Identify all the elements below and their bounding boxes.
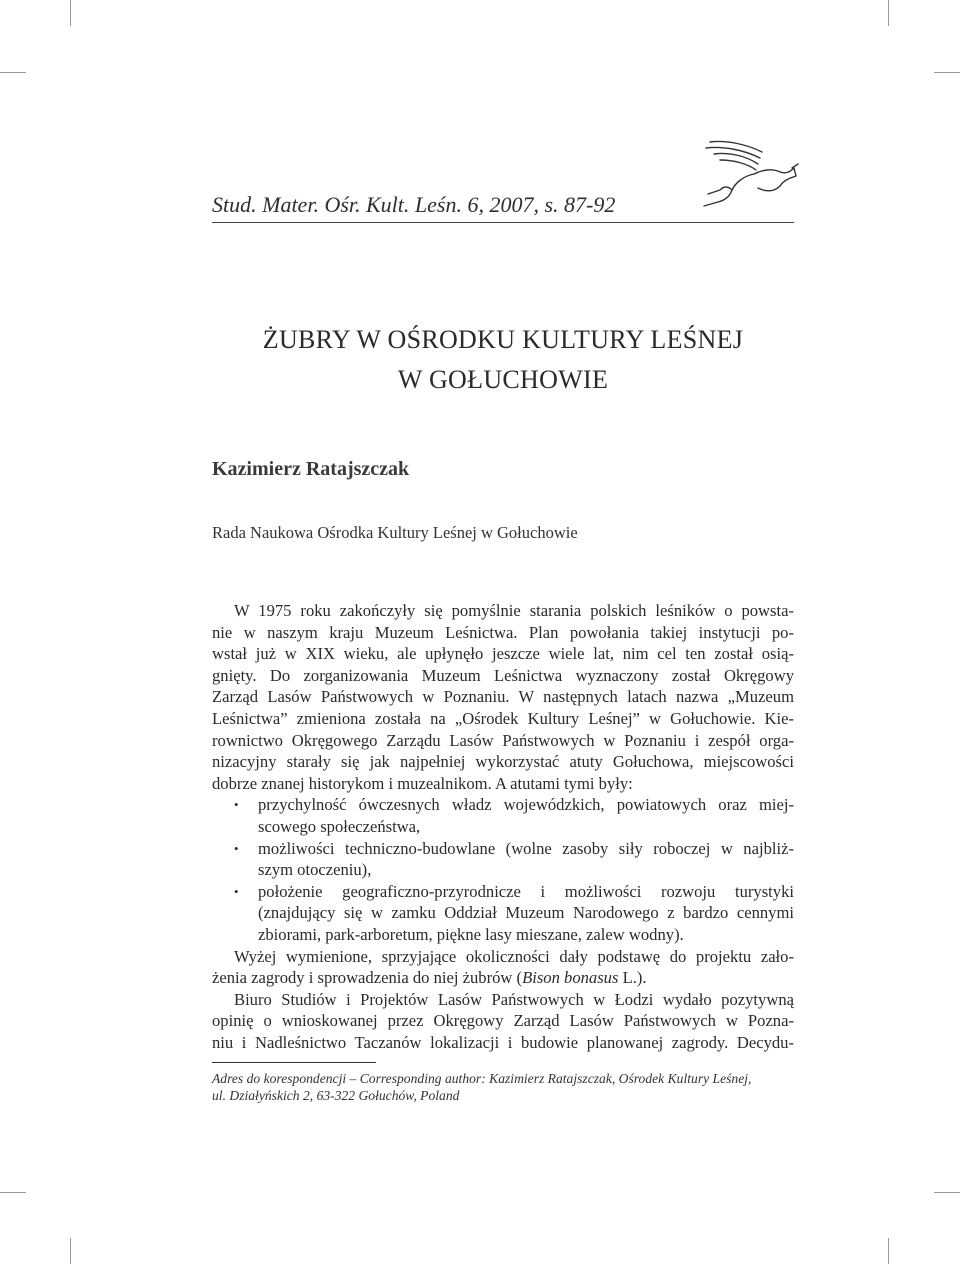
title-line-2: W GOŁUCHOWIE	[397, 365, 609, 394]
body-line: opinię o wnioskowanej przez Okręgowy Zarząd Lasów Państwowych w Pozna-	[212, 1011, 794, 1031]
journal-reference: Stud. Mater. Ośr. Kult. Leśn. 6, 2007, s. 87-92	[212, 192, 616, 217]
crop-mark	[0, 72, 26, 73]
crop-mark	[0, 1192, 26, 1193]
crop-mark	[934, 1192, 960, 1193]
list-item	[212, 838, 794, 860]
body-line	[212, 967, 794, 989]
list-item-continuation: scowego społeczeństwa,	[258, 816, 421, 836]
body-line: Biuro Studiów i Projektów Lasów Państwowych w Łodzi wydało pozytywną	[234, 989, 794, 1009]
body-line: rownictwo Okręgowego Zarządu Lasów Państwowych w Poznaniu i zespół orga-	[212, 730, 794, 750]
body-text: L.).	[618, 968, 647, 988]
body-line: niu i Nadleśnictwo Taczanów lokalizacji i budowie planowanej zagrody. Decydu-	[212, 1032, 794, 1052]
bullet-list	[212, 794, 794, 945]
crop-mark	[70, 0, 71, 26]
species-name: Bison bonasus	[522, 968, 619, 988]
body-line: Leśnictwa” zmieniona została na „Ośrodek Kultury Leśnej” w Gołuchowie. Kie-	[212, 708, 794, 728]
body-line: Zarząd Lasów Państwowych w Poznaniu. W następnych latach nazwa „Muzeum	[212, 687, 794, 707]
crop-mark	[888, 0, 889, 26]
title-line-1: ŻUBRY W OŚRODKU KULTURY LEŚNEJ	[262, 325, 744, 354]
header-rule	[212, 222, 794, 223]
author-name: Kazimierz Ratajszczak	[212, 458, 410, 480]
list-item	[212, 794, 794, 816]
body-text: żenia zagrody i sprowadzenia do niej żubrów (	[212, 968, 523, 988]
author-affiliation: Rada Naukowa Ośrodka Kultury Leśnej w Gołuchowie	[212, 523, 578, 542]
list-item-continuation: szym otoczeniu),	[258, 860, 372, 880]
crop-mark	[888, 1238, 889, 1264]
body-line: dobrze znanej historykom i muzealnikom. A atutami tymi były:	[212, 773, 633, 793]
body-line: W 1975 roku zakończyły się pomyślnie starania polskich leśników o powsta-	[234, 601, 794, 620]
body-line: Wyżej wymienione, sprzyjające okoliczności dały podstawę do projektu zało-	[234, 946, 794, 966]
crop-mark	[934, 72, 960, 73]
list-item	[212, 881, 794, 903]
bullet-icon: •	[234, 883, 239, 899]
list-item-text: możliwości techniczno-budowlane (wolne zasoby siły roboczej w najbliż-	[258, 838, 794, 858]
list-item-text: położenie geograficzno-przyrodnicze i możliwości rozwoju turystyki	[258, 881, 794, 901]
footnote-line-2: ul. Działyńskich 2, 63-322 Gołuchów, Poland	[212, 1088, 460, 1103]
footnote-line-1: Adres do korespondencji – Corresponding author: Kazimierz Ratajszczak, Ośrodek Kultury Leśnej,	[212, 1071, 752, 1086]
body-line: gnięty. Do zorganizowania Muzeum Leśnictwa wyznaczony został Okręgowy	[212, 665, 794, 685]
article-title	[212, 320, 794, 400]
footnote	[212, 1070, 794, 1104]
body-line: nizacyjny starały się jak najpełniej wykorzystać atuty Gołuchowa, miejscowości	[212, 752, 794, 772]
footnote-rule	[212, 1062, 376, 1063]
bullet-icon: •	[234, 797, 239, 813]
bullet-icon: •	[234, 840, 239, 856]
body-line: wstał już w XIX wieku, ale upłynęło jeszcze wiele lat, nim cel ten został osią-	[212, 644, 794, 664]
crop-mark	[70, 1238, 71, 1264]
pegasus-logo-icon	[696, 130, 800, 210]
list-item-continuation: zbiorami, park-arboretum, piękne lasy mieszane, zalew wodny).	[258, 924, 684, 944]
list-item-continuation: (znajdujący się w zamku Oddział Muzeum Narodowego z bardzo cennymi	[258, 903, 794, 923]
article-body	[212, 600, 794, 1053]
body-line: nie w naszym kraju Muzeum Leśnictwa. Plan powołania takiej instytucji po-	[212, 622, 794, 642]
list-item-text: przychylność ówczesnych władz wojewódzkich, powiatowych oraz miej-	[258, 795, 794, 815]
